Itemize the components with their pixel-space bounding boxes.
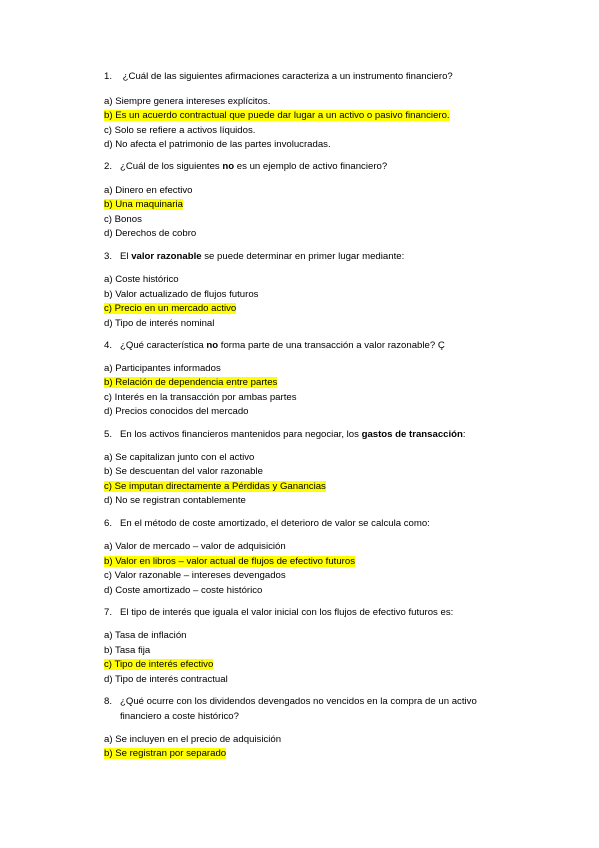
question-text: ¿Cuál de las siguientes afirmaciones caracteriza a un instrumento financiero? xyxy=(122,71,453,82)
option-6b xyxy=(104,556,355,567)
option-8a: a) Se incluyen en el precio de adquisición xyxy=(104,734,282,745)
question-number: 7. xyxy=(104,607,113,618)
option-6a: a) Valor de mercado – valor de adquisición xyxy=(104,541,286,552)
option-4c: c) Interés en la transacción por ambas partes xyxy=(104,392,297,403)
question-number: 5. xyxy=(104,429,113,440)
option-2a: a) Dinero en efectivo xyxy=(104,185,193,196)
option-7c xyxy=(104,659,213,670)
option-1a: a) Siempre genera intereses explícitos. xyxy=(104,96,271,107)
option-6d: d) Coste amortizado – coste histórico xyxy=(104,585,263,596)
question-7: 7. El tipo de interés que iguala el valor inicial con los flujos de efectivo futuros es: xyxy=(104,607,454,618)
highlighted-answer: b) Es un acuerdo contractual que puede dar lugar a un activo o pasivo financiero. xyxy=(104,110,450,121)
option-5b: b) Se descuentan del valor razonable xyxy=(104,466,263,477)
option-7a: a) Tasa de inflación xyxy=(104,630,187,641)
option-4a: a) Participantes informados xyxy=(104,363,221,374)
question-number: 6. xyxy=(104,518,113,529)
bold-keyword: no xyxy=(206,340,219,351)
question-6: 6. En el método de coste amortizado, el deterioro de valor se calcula como: xyxy=(104,518,430,529)
highlighted-answer: b) Se registran por separado xyxy=(104,748,227,759)
highlighted-answer: c) Precio en un mercado activo xyxy=(104,303,237,314)
highlighted-answer: b) Una maquinaria xyxy=(104,199,183,210)
question-4: 4. ¿Qué característica no forma parte de una transacción a valor razonable? Ç xyxy=(104,340,445,351)
option-2c: c) Bonos xyxy=(104,214,142,225)
question-number: 8. xyxy=(104,696,113,707)
option-7d: d) Tipo de interés contractual xyxy=(104,674,228,685)
question-3: 3. El valor razonable se puede determinar en primer lugar mediante: xyxy=(104,251,405,262)
question-1 xyxy=(104,71,453,82)
question-text-continuation: financiero a coste histórico? xyxy=(120,711,239,722)
option-2d: d) Derechos de cobro xyxy=(104,228,197,239)
option-3a: a) Coste histórico xyxy=(104,274,179,285)
option-3b: b) Valor actualizado de flujos futuros xyxy=(104,289,259,300)
highlighted-answer: b) Valor en libros – valor actual de flujos de efectivo futuros xyxy=(104,556,355,567)
option-2b xyxy=(104,199,183,210)
bold-keyword: valor razonable xyxy=(131,251,202,262)
question-number: 2. xyxy=(104,161,113,172)
question-number: 1. xyxy=(104,71,113,82)
option-8b xyxy=(104,748,226,759)
option-4b xyxy=(104,377,277,388)
option-5d: d) No se registran contablemente xyxy=(104,495,246,506)
highlighted-answer: b) Relación de dependencia entre partes xyxy=(104,377,278,388)
option-4d: d) Precios conocidos del mercado xyxy=(104,406,249,417)
question-8: 8. ¿Qué ocurre con los dividendos devengados no vencidos en la compra de un activo financiero a coste histórico? xyxy=(104,696,477,722)
option-5c xyxy=(104,481,326,492)
question-number: 3. xyxy=(104,251,113,262)
option-6c: c) Valor razonable – intereses devengados xyxy=(104,570,286,581)
bold-keyword: no xyxy=(222,161,235,172)
option-3c xyxy=(104,303,236,314)
question-number: 4. xyxy=(104,340,113,351)
highlighted-answer: c) Tipo de interés efectivo xyxy=(104,659,214,670)
option-1c: c) Solo se refiere a activos líquidos. xyxy=(104,125,256,136)
question-5: 5. En los activos financieros mantenidos para negociar, los gastos de transacción: xyxy=(104,429,466,440)
bold-keyword: gastos de transacción xyxy=(361,429,463,440)
option-7b: b) Tasa fija xyxy=(104,645,151,656)
highlighted-answer: c) Se imputan directamente a Pérdidas y Ganancias xyxy=(104,481,326,492)
option-5a: a) Se capitalizan junto con el activo xyxy=(104,452,255,463)
option-1d: d) No afecta el patrimonio de las partes involucradas. xyxy=(104,139,331,150)
option-1b xyxy=(104,110,450,121)
question-2: 2. ¿Cuál de los siguientes no es un ejemplo de activo financiero? xyxy=(104,161,388,172)
option-3d: d) Tipo de interés nominal xyxy=(104,318,215,329)
